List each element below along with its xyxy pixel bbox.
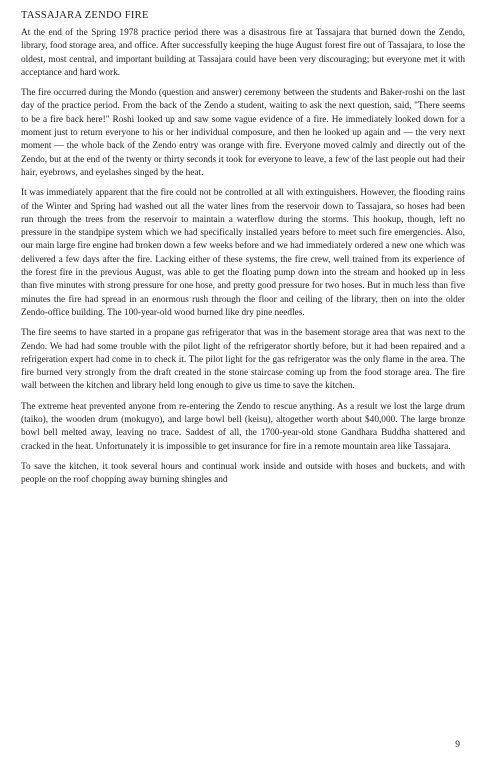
paragraph-6: To save the kitchen, it took several hours and continual work inside and outside with hoses and buckets, and with people on the roof chopping away burning shingles and	[21, 461, 465, 486]
paragraph-4: The fire seems to have started in a propane gas refrigerator that was in the basement storage area that was next to the Zendo. We had had some trouble with the pilot light of the refrigerator shortly before, but it had been repaired and a refrigeration expert had come in to check it. The pilot light for the gas refrigerator was the only flame in the area. The fire burned very strongly from the draft created in the stone staircase coming up from the food storage area. The fire wall between the kitchen and library held long enough to give us time to save the kitchen.	[21, 328, 465, 392]
paragraph-3: It was immediately apparent that the fire could not be controlled at all with extinguishers. However, the flooding rains of the Winter and Spring had washed out all the water lines from the reservoir down to Tassajara, so hoses had been run through the trees from the reservoir to maintain a waterflow during the storms. This hookup, though, left no pressure in the standpipe system which we had specifically installed years before to meet such fire emergencies. Also, our main large fire engine had broken down a few weeks before and we had immediately ordered a new one which was delivered a few days after the fire. Lacking either of these systems, the fire crew, well trained from its experience of the forest fire in the previous August, was able to get the floating pump down into the stream and hooked up in less than five minutes with strong pressure for one hose, and pretty good pressure for two hoses. But in much less than five minutes the fire had spread in an enormous rush through the floor and ceiling of the library, then on into the older Zendo-office building. The 100-year-old wood burned like dry pine needles.	[21, 188, 465, 318]
paragraph-2: The fire occurred during the Mondo (question and answer) ceremony between the students and Baker-roshi on the last day of the practice period. From the back of the Zendo a student, waiting to ask the next question, said, "There seems to be a fire back here!" Roshi looked up and saw some vague evidence of a fire. He immediately looked down for a moment just to return everyone to his or her individual composure, and then he looked up again and — the very next moment — the whole back of the Zendo entry was orange with fire. Everyone moved calmly and directly out of the Zendo, but at the end of the twenty or thirty seconds it took for everyone to leave, a few of the last people out had their hair, eyebrows, and eyelashes singed by the heat.	[21, 88, 465, 178]
paragraph-5: The extreme heat prevented anyone from re-entering the Zendo to rescue anything. As a result we lost the large drum (taiko), the wooden drum (mokugyo), and large bowl bell (keisu), altogether worth about $40,000. The large bronze bowl bell melted away, leaving no trace. Saddest of all, the 1700-year-old stone Gandhara Buddha shattered and cracked in the heat. Unfortunately it is impossible to get insurance for fire in a remote mountain area like Tassajara.	[21, 401, 465, 452]
article-title: TASSAJARA ZENDO FIRE	[21, 10, 149, 21]
paragraph-1: At the end of the Spring 1978 practice period there was a disastrous fire at Tassajara that burned down the Zendo, library, food storage area, and office. After successfully keeping the huge August forest fire out of Tassajara, to lose the oldest, most central, and important building at Tassajara could have been very discouraging; but everyone met it with acceptance and hard work.	[21, 28, 465, 78]
page-number: 9	[455, 740, 460, 750]
